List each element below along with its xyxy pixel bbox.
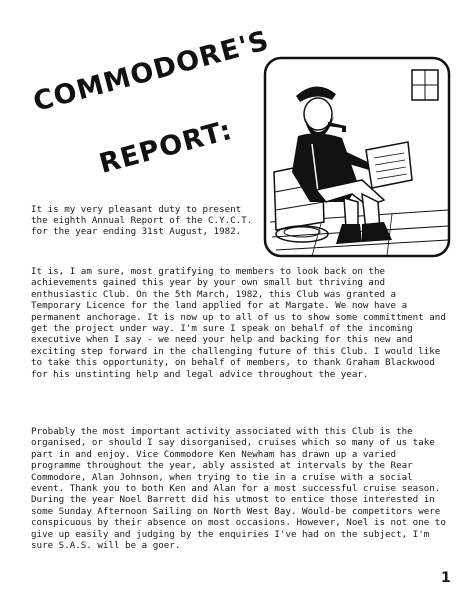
body-paragraph-1: It is, I am sure, most gratifying to members to look back on the achievements gained this year by your own small but thriving and enthusiastic Club. On the 5th March, 1982, this Club was granted a Temporary Licence for the land applied for at Margate. We now have a permanent anchorage. It is now up to all of us to show some committment and get the project under way. I'm sure I speak on behalf of the incoming executive when I say - we need your help and backing for this new and exciting step forward in the challenging future of this Club. I would like to take this opportunity, on behalf of members, to thank Graham Blackwood for his unstinting help and legal advice throughout the year. xyxy=(31,266,446,380)
intro-paragraph: It is my very pleasant duty to present the eighth Annual Report of the C.Y.C.T. for the year ending 31st August, 1982. xyxy=(31,204,253,237)
report-title-line2: REPORT: xyxy=(96,114,236,180)
page-number: 1 xyxy=(441,570,451,586)
seated-sailor-illustration xyxy=(262,52,454,260)
report-title-line1: COMMODORE'S xyxy=(30,25,273,118)
body-paragraph-2: Probably the most important activity associated with this Club is the organised, or should I say disorganised, cruises which so many of us take part in and enjoy. Vice Commodore Ken Newham has drawn up a varied programme throughout the year, ably assisted at intervals by the Rear Commodore, Alan Johnson, when trying to tie in a cruise with a social event. Thank you to both Ken and Alan for a most successful cruise season. During the year Noel Barrett did his utmost to entice those interested in some Sunday Afternoon Sailing on North West Bay. Would-be competitors were conspicuous by their absence on most occasions. However, Noel is not one to give up easily and judging by the enquiries I've had on the subject, I'm sure S.A.S. will be a goer. xyxy=(31,426,446,552)
